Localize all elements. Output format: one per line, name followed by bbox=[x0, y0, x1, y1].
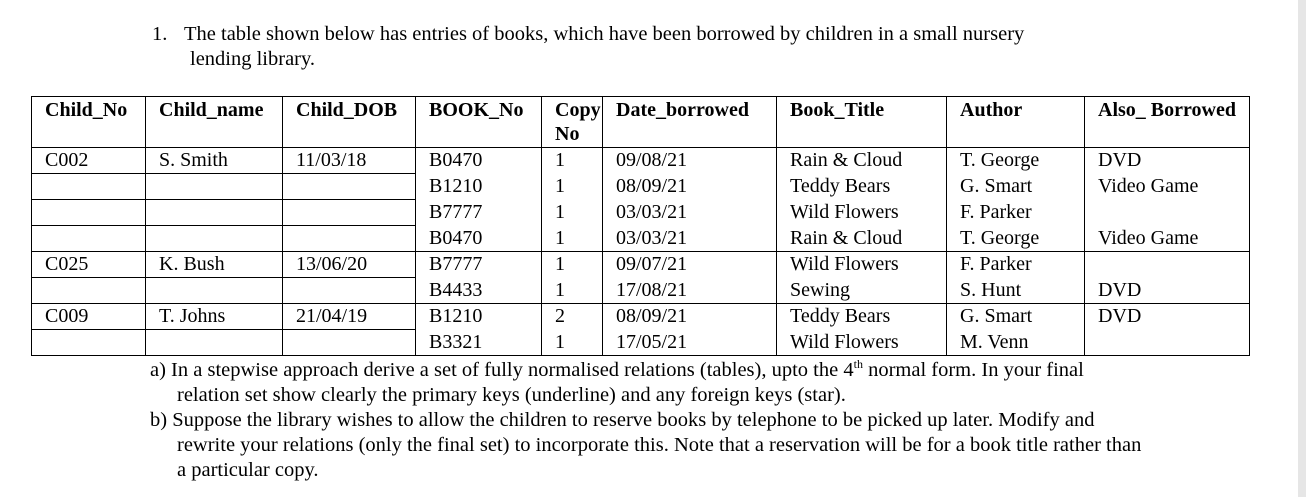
cell-child-dob: 21/04/19 bbox=[283, 304, 416, 330]
cell-copy-no: 1 bbox=[542, 226, 603, 252]
cell-copy-no: 1 bbox=[542, 148, 603, 174]
table-header-row bbox=[32, 97, 1250, 148]
cell-child-dob bbox=[283, 174, 416, 200]
cell-book-title: Wild Flowers bbox=[777, 200, 947, 226]
cell-child-no: C025 bbox=[32, 252, 146, 278]
cell-author: T. George bbox=[947, 148, 1085, 174]
table-row bbox=[32, 200, 1250, 226]
cell-child-no bbox=[32, 330, 146, 356]
cell-date-borrowed: 08/09/21 bbox=[603, 174, 777, 200]
cell-copy-no: 1 bbox=[542, 252, 603, 278]
cell-book-no: B0470 bbox=[416, 148, 542, 174]
header-date-borrowed: Date_borrowed bbox=[603, 97, 777, 148]
header-child-name: Child_name bbox=[146, 97, 283, 148]
cell-date-borrowed: 17/08/21 bbox=[603, 278, 777, 304]
header-book-no: BOOK_No bbox=[416, 97, 542, 148]
question-text-1: The table shown below has entries of books, which have been borrowed by children in a small nursery bbox=[184, 23, 1025, 45]
cell-author: F. Parker bbox=[947, 200, 1085, 226]
cell-child-no: C009 bbox=[32, 304, 146, 330]
cell-author: F. Parker bbox=[947, 252, 1085, 278]
cell-author: T. George bbox=[947, 226, 1085, 252]
cell-copy-no: 1 bbox=[542, 330, 603, 356]
scrollbar-edge[interactable] bbox=[1298, 0, 1306, 497]
question-line-2: lending library. bbox=[190, 48, 316, 70]
cell-date-borrowed: 08/09/21 bbox=[603, 304, 777, 330]
header-book-title: Book_Title bbox=[777, 97, 947, 148]
table-row bbox=[32, 174, 1250, 200]
cell-child-name bbox=[146, 278, 283, 304]
header-child-dob: Child_DOB bbox=[283, 97, 416, 148]
part-a-superscript: th bbox=[853, 357, 863, 372]
part-a-text-1: a) In a stepwise approach derive a set of fully normalised relations (tables), upto the 4 bbox=[150, 359, 854, 381]
cell-child-dob: 13/06/20 bbox=[283, 252, 416, 278]
cell-author: M. Venn bbox=[947, 330, 1085, 356]
cell-book-title: Wild Flowers bbox=[777, 252, 947, 278]
cell-copy-no: 1 bbox=[542, 200, 603, 226]
cell-author: S. Hunt bbox=[947, 278, 1085, 304]
cell-child-dob bbox=[283, 330, 416, 356]
cell-child-dob: 11/03/18 bbox=[283, 148, 416, 174]
cell-child-name bbox=[146, 330, 283, 356]
cell-author: G. Smart bbox=[947, 304, 1085, 330]
table-row bbox=[32, 226, 1250, 252]
cell-book-title: Teddy Bears bbox=[777, 174, 947, 200]
cell-book-no: B7777 bbox=[416, 200, 542, 226]
cell-book-title: Teddy Bears bbox=[777, 304, 947, 330]
table-row bbox=[32, 278, 1250, 304]
cell-child-no bbox=[32, 278, 146, 304]
cell-book-no: B0470 bbox=[416, 226, 542, 252]
cell-copy-no: 2 bbox=[542, 304, 603, 330]
cell-date-borrowed: 03/03/21 bbox=[603, 200, 777, 226]
cell-child-name: T. Johns bbox=[146, 304, 283, 330]
cell-author: G. Smart bbox=[947, 174, 1085, 200]
cell-book-no: B1210 bbox=[416, 304, 542, 330]
cell-book-title: Wild Flowers bbox=[777, 330, 947, 356]
cell-book-no: B1210 bbox=[416, 174, 542, 200]
question-number: 1. bbox=[152, 23, 168, 45]
table-row bbox=[32, 330, 1250, 356]
cell-copy-no: 1 bbox=[542, 174, 603, 200]
cell-book-title: Rain & Cloud bbox=[777, 148, 947, 174]
cell-also-borrowed bbox=[1085, 330, 1250, 356]
part-a-text-2: normal form. In your final relation set show clearly the primary keys (underline) and any foreign keys (star). bbox=[177, 359, 1084, 406]
cell-also-borrowed: DVD bbox=[1085, 304, 1250, 330]
header-also-borrowed: Also_ Borrowed bbox=[1085, 97, 1250, 148]
cell-child-no: C002 bbox=[32, 148, 146, 174]
table-row bbox=[32, 304, 1250, 330]
cell-child-name bbox=[146, 174, 283, 200]
header-child-no: Child_No bbox=[32, 97, 146, 148]
cell-date-borrowed: 03/03/21 bbox=[603, 226, 777, 252]
cell-child-no bbox=[32, 174, 146, 200]
cell-also-borrowed: Video Game bbox=[1085, 174, 1250, 200]
cell-child-no bbox=[32, 226, 146, 252]
question-line-1 bbox=[152, 22, 1102, 47]
part-b: b) Suppose the library wishes to allow the children to reserve books by telephone to be picked up later. Modify and rewrite your relations (only the final set) to incorporate this. Note that a reservation will be for a book title rather than a particular copy. bbox=[150, 409, 1142, 481]
header-author: Author bbox=[947, 97, 1085, 148]
cell-child-name: K. Bush bbox=[146, 252, 283, 278]
part-a bbox=[150, 358, 1150, 408]
cell-child-dob bbox=[283, 200, 416, 226]
cell-also-borrowed: DVD bbox=[1085, 148, 1250, 174]
cell-date-borrowed: 09/08/21 bbox=[603, 148, 777, 174]
question-1 bbox=[152, 22, 1102, 72]
cell-also-borrowed bbox=[1085, 200, 1250, 226]
cell-child-name bbox=[146, 200, 283, 226]
cell-child-no bbox=[32, 200, 146, 226]
cell-book-no: B7777 bbox=[416, 252, 542, 278]
cell-child-dob bbox=[283, 278, 416, 304]
library-borrowing-table bbox=[31, 96, 1250, 356]
cell-date-borrowed: 09/07/21 bbox=[603, 252, 777, 278]
cell-book-title: Rain & Cloud bbox=[777, 226, 947, 252]
cell-also-borrowed: Video Game bbox=[1085, 226, 1250, 252]
cell-date-borrowed: 17/05/21 bbox=[603, 330, 777, 356]
cell-also-borrowed: DVD bbox=[1085, 278, 1250, 304]
cell-also-borrowed bbox=[1085, 252, 1250, 278]
cell-book-no: B3321 bbox=[416, 330, 542, 356]
table-row bbox=[32, 252, 1250, 278]
cell-child-dob bbox=[283, 226, 416, 252]
cell-book-no: B4433 bbox=[416, 278, 542, 304]
sub-questions bbox=[150, 358, 1150, 483]
cell-child-name: S. Smith bbox=[146, 148, 283, 174]
cell-copy-no: 1 bbox=[542, 278, 603, 304]
cell-child-name bbox=[146, 226, 283, 252]
table-row bbox=[32, 148, 1250, 174]
cell-book-title: Sewing bbox=[777, 278, 947, 304]
header-copy-no: Copy No bbox=[542, 97, 603, 148]
